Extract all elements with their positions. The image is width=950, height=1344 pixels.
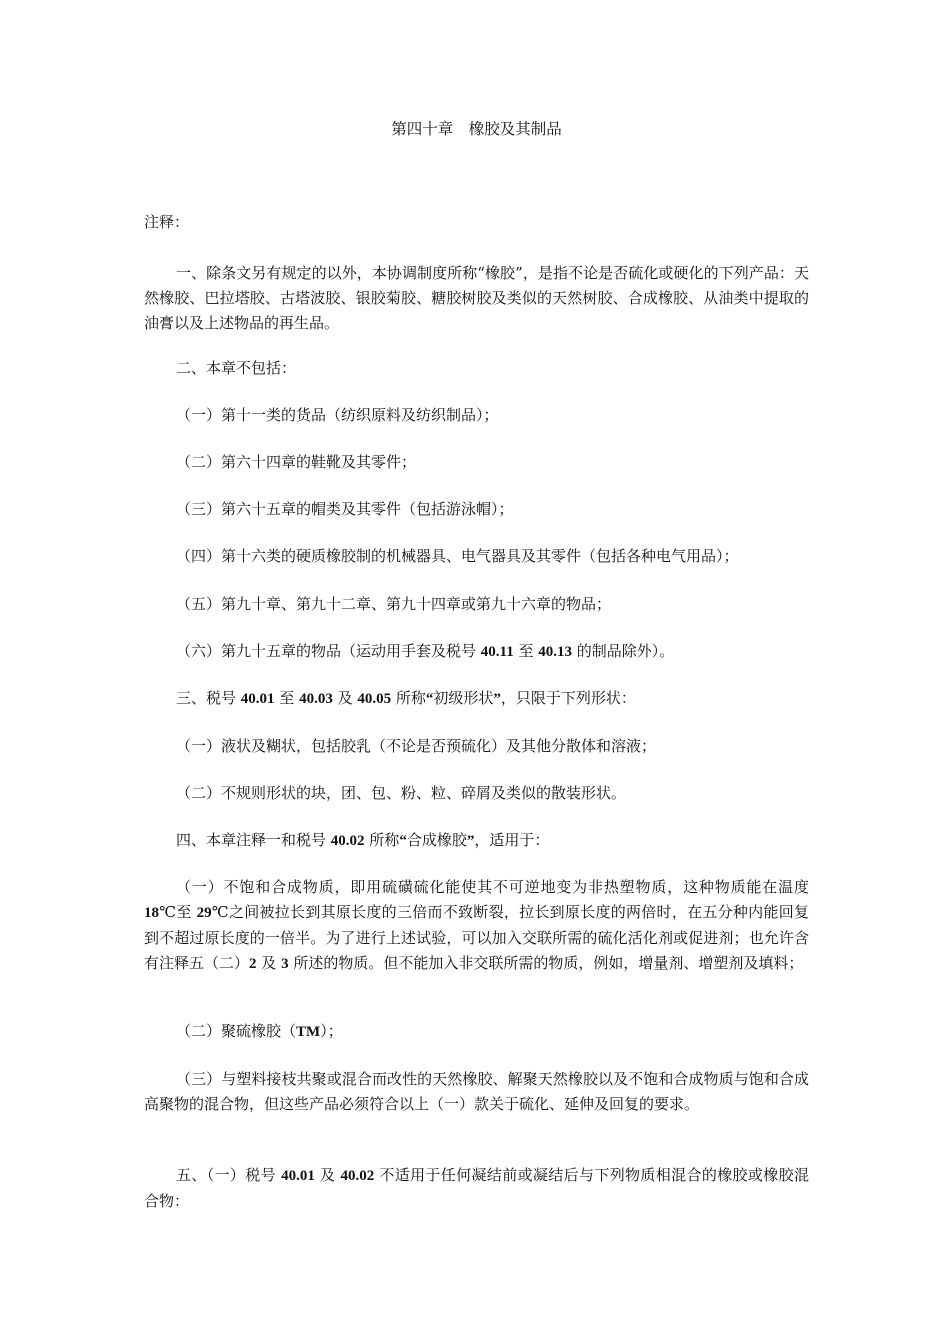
chapter-title: 第四十章 橡胶及其制品 [391, 120, 562, 138]
note-4: 四、本章注释一和税号 40.02 所称“合成橡胶”，适用于： [176, 831, 550, 849]
note-1: 一、除条文另有规定的以外，本协调制度所称“橡胶”，是指不论是否硫化或硬化的下列产品：天然橡胶、巴拉塔胶、古塔波胶、银胶菊胶、糖胶树胶及类似的天然树胶、合成橡胶、从油类中提取的油膏以及上述物品的再生品。 [144, 264, 809, 332]
note-2-item-4: （四）第十六类的硬质橡胶制的机械器具、电气器具及其零件（包括各种电气用品）； [176, 547, 739, 565]
note-3-item-1: （一）液状及糊状，包括胶乳（不论是否预硫化）及其他分散体和溶液； [176, 737, 657, 755]
note-2-item-6: （六）第九十五章的物品（运动用手套及税号 40.11 至 40.13 的制品除外）。 [176, 642, 675, 660]
note-4-item-3: （三）与塑料接枝共聚或混合而改性的天然橡胶、解聚天然橡胶以及不饱和合成物质与饱和合成高聚物的混合物，但这些产品必须符合以上（一）款关于硫化、延伸及回复的要求。 [144, 1070, 809, 1113]
note-2-item-1: （一）第十一类的货品（纺织原料及纺织制品）； [176, 406, 499, 424]
notes-heading: 注释： [144, 213, 190, 231]
note-3-item-2: （二）不规则形状的块，团、包、粉、粒、碎屑及类似的散装形状。 [176, 784, 627, 802]
note-2-item-5: （五）第九十章、第九十二章、第九十四章或第九十六章的物品； [176, 595, 612, 613]
note-3: 三、税号 40.01 至 40.03 及 40.05 所称“初级形状”，只限于下列形状： [176, 689, 636, 707]
note-4-item-2: （二）聚硫橡胶（TM）； [176, 1022, 343, 1040]
note-2: 二、本章不包括： [176, 359, 297, 377]
note-4-item-1: （一）不饱和合成物质，即用硫磺硫化能使其不可逆地变为非热塑物质，这种物质能在温度 18℃至 29℃之间被拉长到其原长度的三倍而不致断裂，拉长到原长度的两倍时，在五分种内能回复到不超过原长度的一倍半。为了进行上述试验，可以加入交联所需的硫化活化剂或促进剂；也允许含有注释五（二）2 及 3 所述的物质。但不能加入非交联所需的物质，例如，增量剂、增塑剂及填料； [144, 878, 809, 972]
note-2-item-3: （三）第六十五章的帽类及其零件（包括游泳帽）； [176, 500, 514, 518]
note-2-item-2: （二）第六十四章的鞋靴及其零件； [176, 453, 417, 471]
note-5: 五、（一）税号 40.01 及 40.02 不适用于任何凝结前或凝结后与下列物质相混合的橡胶或橡胶混合物： [144, 1166, 809, 1210]
